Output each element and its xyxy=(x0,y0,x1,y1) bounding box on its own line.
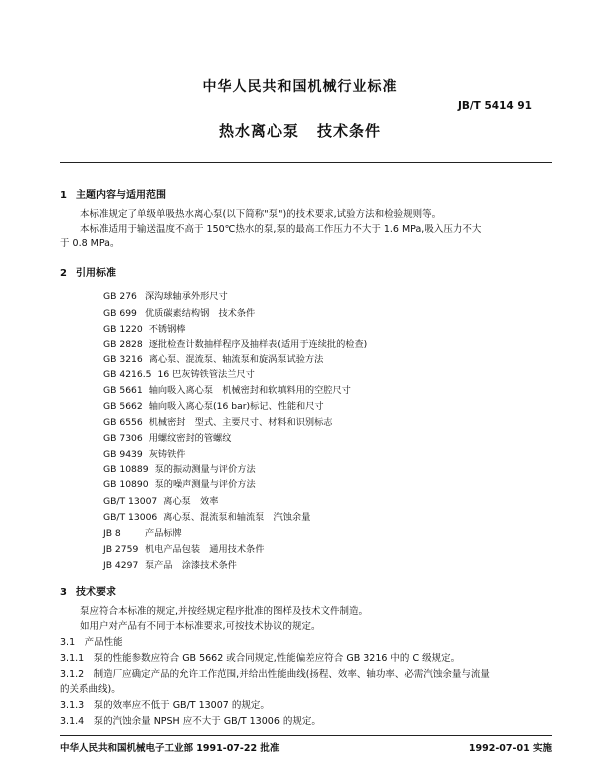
reference-item: JB 8 产品标牌 xyxy=(103,528,182,539)
section-3-number: 3 xyxy=(60,587,67,598)
section-3-paragraph-2: 如用户对产品有不同于本标准要求,可按技术协议的规定。 xyxy=(80,621,321,632)
reference-item: GB 1220 不锈钢棒 xyxy=(103,324,186,335)
reference-item: GB 9439 灰铸铁件 xyxy=(103,449,186,460)
clause-3-1-3: 3.1.3 泵的效率应不低于 GB/T 13007 的规定。 xyxy=(60,700,270,711)
clause-3-1-2-line-2: 的关系曲线)。 xyxy=(60,684,121,695)
industry-standard-heading: 中华人民共和国机械行业标准 xyxy=(202,79,398,95)
reference-item: GB/T 13006 离心泵、混流泵和轴流泵 汽蚀余量 xyxy=(103,512,311,523)
reference-item: GB 276 深沟球轴承外形尺寸 xyxy=(103,291,228,302)
reference-item: GB 10889 泵的振动测量与评价方法 xyxy=(103,464,256,475)
document-title xyxy=(0,120,600,141)
section-1-paragraph-2-line-2: 于 0.8 MPa。 xyxy=(60,238,120,249)
clause-3-1: 3.1 产品性能 xyxy=(60,637,123,648)
reference-item: GB 699 优质碳素结构钢 技术条件 xyxy=(103,308,256,319)
reference-item: GB 4216.5 16 巴灰铸铁管法兰尺寸 xyxy=(103,369,255,380)
implementation-date: 1992-07-01 实施 xyxy=(468,743,552,754)
section-2-number: 2 xyxy=(60,268,67,279)
reference-item: JB 4297 泵产品 涂漆技术条件 xyxy=(103,560,237,571)
title-sub: 技术条件 xyxy=(317,122,382,140)
section-1-number: 1 xyxy=(60,190,67,201)
reference-item: GB 5661 轴向吸入离心泵 机械密封和软填料用的空腔尺寸 xyxy=(103,385,351,396)
clause-3-1-4: 3.1.4 泵的汽蚀余量 NPSH 应不大于 GB/T 13006 的规定。 xyxy=(60,716,321,727)
section-3-heading xyxy=(60,583,116,598)
section-3-paragraph-1: 泵应符合本标准的规定,并按经规定程序批准的图样及技术文件制造。 xyxy=(80,606,369,617)
clause-3-1-1: 3.1.1 泵的性能参数应符合 GB 5662 或合同规定,性能偏差应符合 GB 3216 中的 C 级规定。 xyxy=(60,653,461,664)
section-1-paragraph-1: 本标准规定了单级单吸热水离心泵(以下简称"泵")的技术要求,试验方法和检验规则等。 xyxy=(80,209,442,220)
reference-item: GB/T 13007 离心泵 效率 xyxy=(103,496,219,507)
section-3-title: 技术要求 xyxy=(76,587,116,598)
section-1-heading xyxy=(60,186,166,201)
standard-number: JB/T 5414 91 xyxy=(457,100,532,112)
reference-item: JB 2759 机电产品包装 通用技术条件 xyxy=(103,544,265,555)
reference-item: GB 10890 泵的噪声测量与评价方法 xyxy=(103,479,256,490)
reference-item: GB 2828 逐批检查计数抽样程序及抽样表(适用于连续批的检查) xyxy=(103,339,368,350)
clause-3-1-2-line-1: 3.1.2 制造厂应确定产品的允许工作范围,并给出性能曲线(扬程、效率、轴功率、必需汽蚀余量与流量 xyxy=(60,669,490,680)
bottom-divider xyxy=(60,735,552,736)
top-divider xyxy=(60,162,552,163)
reference-item: GB 7306 用螺纹密封的管螺纹 xyxy=(103,433,232,444)
reference-item: GB 5662 轴向吸入离心泵(16 bar)标记、性能和尺寸 xyxy=(103,401,324,412)
section-2-title: 引用标准 xyxy=(76,268,116,279)
section-1-paragraph-2-line-1: 本标准适用于输送温度不高于 150℃热水的泵,泵的最高工作压力不大于 1.6 MPa,吸入压力不大 xyxy=(80,224,482,235)
reference-item: GB 6556 机械密封 型式、主要尺寸、材料和识别标志 xyxy=(103,417,333,428)
reference-item: GB 3216 离心泵、混流泵、轴流泵和旋涡泵试验方法 xyxy=(103,354,324,365)
title-main: 热水离心泵 xyxy=(218,122,299,140)
approval-line: 中华人民共和国机械电子工业部 1991-07-22 批准 xyxy=(60,743,280,754)
section-2-heading xyxy=(60,264,116,279)
section-1-title: 主题内容与适用范围 xyxy=(76,190,166,201)
